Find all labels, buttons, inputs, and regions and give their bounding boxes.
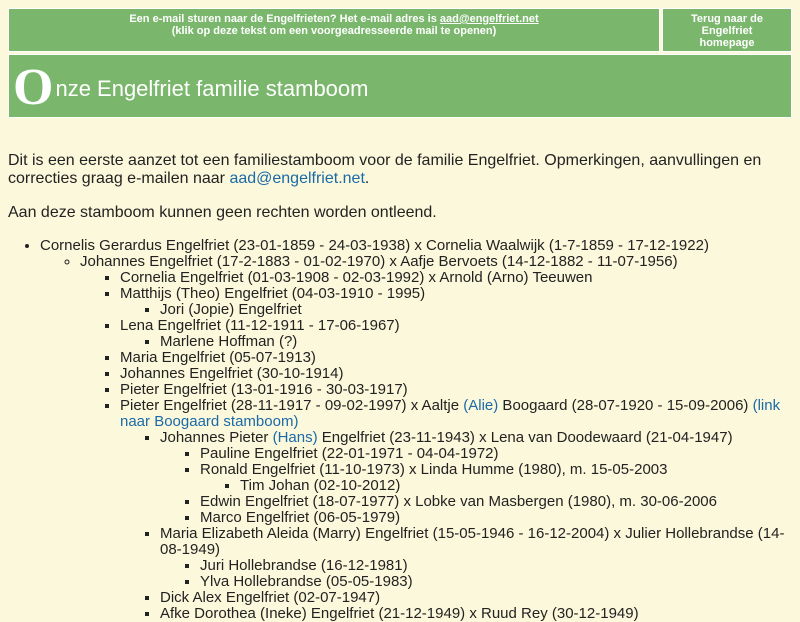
person-cornelia: Cornelia Engelfriet (01-03-1908 - 02-03-1992) x Arnold (Arno) Teeuwen [120, 269, 593, 286]
person-edwin: Edwin Engelfriet (18-07-1977) x Lobke van Masbergen (1980), m. 30-06-2006 [200, 493, 717, 510]
person-pieter-1916: Pieter Engelfriet (13-01-1916 - 30-03-1917) [120, 381, 408, 398]
tree-item [200, 446, 800, 462]
person-juri: Juri Hollebrandse (16-12-1981) [200, 557, 408, 574]
intro-suffix: . [364, 170, 370, 187]
tree-item [160, 334, 800, 350]
tree-item [120, 270, 800, 286]
tree-item [120, 366, 800, 382]
person-marlene: Marlene Hoffman (?) [160, 333, 298, 350]
email-cell[interactable] [8, 8, 660, 52]
person-afke: Afke Dorothea (Ineke) Engelfriet (21-12-1949) x Ruud Rey (30-12-1949) [160, 605, 639, 622]
tree-item [200, 510, 800, 526]
top-bar [8, 8, 792, 52]
family-tree [0, 238, 800, 622]
tree-level-5 [160, 446, 800, 526]
person-johannes-pieter: Johannes Pieter [160, 429, 273, 446]
intro-email-link[interactable]: aad@engelfriet.net [229, 170, 365, 187]
tree-level-1 [0, 238, 800, 622]
homepage-link-line-2[interactable]: homepage [699, 37, 755, 49]
tree-level-2 [40, 254, 800, 622]
drop-cap-letter: O [13, 59, 54, 116]
person-ylva: Ylva Hollebrandse (05-05-1983) [200, 573, 413, 590]
disclaimer-text: Aan deze stamboom kunnen geen rechten worden ontleend. [8, 204, 437, 221]
person-johannes-pieter-spouse: Engelfriet (23-11-1943) x Lena van Doodewaard (21-04-1947) [317, 429, 733, 446]
tree-level-4 [120, 430, 800, 622]
person-dick: Dick Alex Engelfriet (02-07-1947) [160, 589, 381, 606]
tree-level-6 [200, 478, 800, 494]
person-maria: Maria Engelfriet (05-07-1913) [120, 349, 316, 366]
tree-item [120, 286, 800, 318]
person-pieter-1917: Pieter Engelfriet (28-11-1917 - 09-02-1997) x Aaltje [120, 397, 464, 414]
tree-item [160, 430, 800, 526]
intro-text: Dit is een eerste aanzet tot een familiestamboom voor de familie Engelfriet. Opmerkingen, aanvullingen en correcties graag e-mailen naar [8, 152, 762, 187]
tree-item [120, 350, 800, 366]
email-line-2[interactable]: (klik op deze tekst om een voorgeadresseerde mail te openen) [171, 25, 497, 37]
nickname-alie: (Alie) [463, 397, 499, 414]
tree-item [80, 254, 800, 622]
tree-level-5 [160, 558, 800, 590]
tree-item [160, 302, 800, 318]
tree-item [200, 574, 800, 590]
tree-item [120, 318, 800, 350]
tree-item [200, 558, 800, 574]
tree-item [120, 382, 800, 398]
person-ronald: Ronald Engelfriet (11-10-1973) x Linda Humme (1980), m. 15-05-2003 [200, 461, 668, 478]
page-title: nze Engelfriet familie stamboom [55, 76, 369, 101]
person-matthijs: Matthijs (Theo) Engelfriet (04-03-1910 - 1995) [120, 285, 426, 302]
tree-item [120, 398, 800, 622]
person-jori: Jori (Jopie) Engelfriet [160, 301, 302, 318]
email-link[interactable]: aad@engelfriet.net [439, 13, 539, 25]
tree-level-4 [120, 334, 800, 350]
person-lena: Lena Engelfriet (11-12-1911 - 17-06-1967) [120, 317, 400, 334]
email-line-1[interactable] [11, 13, 657, 25]
tree-item [160, 590, 800, 606]
tree-item [200, 494, 800, 510]
tree-item [160, 606, 800, 622]
person-marry: Maria Elizabeth Aleida (Marry) Engelfriet (15-05-1946 - 16-12-2004) x Julier Hollebrandse (14-08-1949) [160, 525, 785, 558]
tree-item [40, 238, 800, 622]
nickname-hans: (Hans) [272, 429, 318, 446]
person-marco: Marco Engelfriet (06-05-1979) [200, 509, 401, 526]
tree-item [240, 478, 800, 494]
tree-level-3 [80, 270, 800, 622]
person-pauline: Pauline Engelfriet (22-01-1971 - 04-04-1972) [200, 445, 499, 462]
person-tim: Tim Johan (02-10-2012) [240, 477, 401, 494]
tree-level-4 [120, 302, 800, 318]
person-johannes: Johannes Engelfriet (17-2-1883 - 01-02-1970) x Aafje Bervoets (14-12-1882 - 11-07-1956) [80, 253, 678, 270]
boogaard-stamboom-link[interactable]: (link naar Boogaard stamboom) [120, 397, 781, 430]
homepage-link[interactable] [662, 8, 792, 52]
person-cornelis-gerardus: Cornelis Gerardus Engelfriet (23-01-1859 - 24-03-1938) x Cornelia Waalwijk (1-7-1859 - 17-12-1922) [40, 237, 709, 254]
title-banner [8, 54, 792, 118]
person-johannes-1914: Johannes Engelfriet (30-10-1914) [120, 365, 344, 382]
tree-item [200, 462, 800, 494]
intro-paragraph [8, 152, 792, 188]
email-prompt-text[interactable]: Een e-mail sturen naar de Engelfrieten? Het e-mail adres is [129, 13, 440, 25]
tree-item [160, 526, 800, 590]
homepage-link-line-1[interactable]: Terug naar de Engelfriet [691, 13, 763, 37]
person-pieter-1917-spouse: Boogaard (28-07-1920 - 15-09-2006) [498, 397, 753, 414]
